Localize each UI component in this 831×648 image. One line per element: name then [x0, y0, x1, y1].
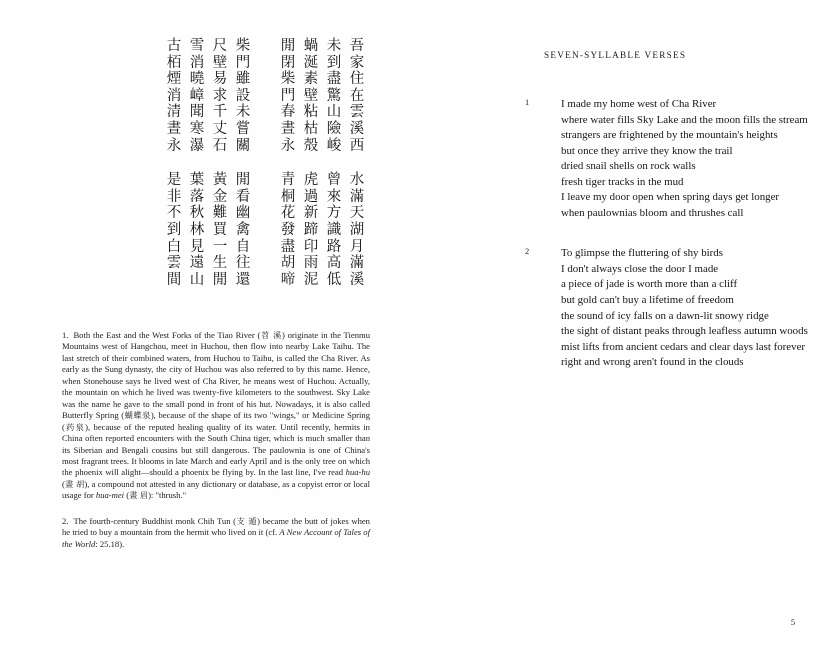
chinese-glyph: 永 — [280, 137, 296, 154]
footnote-hanzi: 支 遁 — [236, 515, 258, 526]
chinese-glyph: 清 — [166, 104, 182, 121]
chinese-glyph: 家 — [349, 54, 365, 71]
chinese-glyph: 設 — [235, 87, 251, 104]
poem-line: fresh tiger tracks in the mud — [561, 175, 684, 188]
chinese-glyph: 消 — [166, 87, 182, 104]
english-poems-block — [525, 97, 825, 396]
footnote-hanzi: 晝 胡 — [64, 478, 85, 489]
chinese-glyph: 桐 — [280, 188, 296, 205]
chinese-glyph: 自 — [235, 238, 251, 255]
chinese-glyph: 閒 — [235, 172, 251, 189]
chinese-stanza — [232, 172, 254, 288]
chinese-glyph: 未 — [326, 38, 342, 54]
poem-line: I leave my door open when spring days get longer — [561, 191, 780, 204]
chinese-glyph: 禽 — [235, 221, 251, 238]
chinese-glyph: 閉 — [280, 54, 296, 71]
chinese-glyph: 險 — [326, 120, 342, 137]
footnote-number: 2. — [62, 515, 69, 526]
chinese-glyph: 金 — [212, 188, 228, 205]
poem-line: I don't always close the door I made — [561, 262, 719, 275]
chinese-glyph: 住 — [349, 71, 365, 88]
footnote-text: ( — [62, 478, 65, 489]
footnote-text: The fourth-century Buddhist monk Chih Tun ( — [73, 515, 237, 526]
chinese-glyph: 壁 — [303, 87, 319, 104]
footnote-hanzi: 蝴蝶泉 — [124, 410, 151, 421]
footnote-text: : 25.18). — [95, 538, 125, 549]
chinese-glyph: 曾 — [326, 172, 342, 189]
chinese-column — [346, 38, 368, 288]
footnote-italic: hua-mei — [95, 490, 125, 501]
chinese-glyph: 胡 — [280, 255, 296, 272]
chinese-stanza — [323, 38, 345, 154]
footnote-italic: hua-hu — [345, 467, 370, 478]
running-head: SEVEN-SYLLABLE VERSES — [544, 50, 687, 60]
chinese-glyph: 門 — [235, 54, 251, 71]
poem-lines — [561, 246, 825, 370]
chinese-glyph: 盡 — [326, 71, 342, 88]
chinese-glyph: 瀑 — [189, 137, 205, 154]
chinese-glyph: 雲 — [349, 104, 365, 121]
poem-line: when paulownias bloom and thrushes call — [561, 206, 744, 219]
chinese-glyph: 粘 — [303, 104, 319, 121]
chinese-column — [186, 38, 208, 288]
chinese-glyph: 虎 — [303, 172, 319, 189]
chinese-stanza — [346, 38, 368, 154]
chinese-poem — [162, 38, 254, 288]
chinese-glyph: 青 — [280, 172, 296, 189]
chinese-stanza — [346, 172, 368, 288]
chinese-stanza — [209, 172, 231, 288]
poem-line: dried snail shells on rock walls — [561, 160, 696, 173]
chinese-column — [209, 38, 231, 288]
chinese-column — [323, 38, 345, 288]
chinese-glyph: 落 — [189, 188, 205, 205]
chinese-glyph: 柴 — [280, 71, 296, 88]
poem-line: but gold can't buy a lifetime of freedom — [561, 294, 734, 307]
chinese-glyph: 非 — [166, 188, 182, 205]
chinese-glyph: 低 — [326, 271, 342, 288]
chinese-glyph: 未 — [235, 104, 251, 121]
chinese-glyph: 永 — [166, 137, 182, 154]
poem-line: right and wrong aren't found in the clouds — [561, 356, 744, 369]
chinese-glyph: 山 — [326, 104, 342, 121]
chinese-glyph: 雖 — [235, 71, 251, 88]
left-page — [0, 0, 415, 648]
footnote-text: ), a compound not attested in any dictionary or database, as a copyist error or local usage for — [62, 478, 370, 501]
english-poem — [525, 97, 825, 221]
poem-number: 1 — [525, 97, 530, 107]
chinese-glyph: 水 — [349, 172, 365, 189]
footnotes-block — [62, 330, 370, 564]
chinese-stanza — [323, 172, 345, 288]
chinese-glyph: 在 — [349, 87, 365, 104]
chinese-glyph: 溪 — [349, 271, 365, 288]
chinese-glyph: 一 — [212, 238, 228, 255]
chinese-column — [163, 38, 185, 288]
footnote-italic: A New Account of Tales of the World — [62, 527, 370, 549]
chinese-glyph: 花 — [280, 205, 296, 222]
footnote-text: ) became the butt of jokes when he tried to buy a mountain from the hermit who lived on it (cf. — [62, 515, 370, 538]
chinese-glyph: 素 — [303, 71, 319, 88]
chinese-column — [300, 38, 322, 288]
footnote-text: ( — [124, 490, 130, 501]
chinese-glyph: 石 — [212, 137, 228, 154]
chinese-glyph: 聞 — [189, 104, 205, 121]
chinese-glyph: 葉 — [189, 172, 205, 189]
chinese-glyph: 古 — [166, 38, 182, 54]
chinese-glyph: 間 — [166, 271, 182, 288]
chinese-glyph: 嘗 — [235, 120, 251, 137]
chinese-glyph: 栢 — [166, 54, 182, 71]
chinese-glyph: 識 — [326, 221, 342, 238]
chinese-glyph: 門 — [280, 87, 296, 104]
chinese-stanza — [163, 172, 185, 288]
chinese-glyph: 雨 — [303, 255, 319, 272]
footnote-hanzi: 晝 眉 — [129, 490, 149, 501]
chinese-glyph: 山 — [189, 271, 205, 288]
chinese-glyph: 涎 — [303, 54, 319, 71]
chinese-glyph: 雪 — [189, 38, 205, 54]
chinese-glyph: 月 — [349, 238, 365, 255]
chinese-glyph: 尺 — [212, 38, 228, 54]
chinese-glyph: 過 — [303, 188, 319, 205]
chinese-glyph: 來 — [326, 188, 342, 205]
chinese-glyph: 天 — [349, 205, 365, 222]
chinese-glyph: 生 — [212, 255, 228, 272]
chinese-glyph: 白 — [166, 238, 182, 255]
chinese-glyph: 是 — [166, 172, 182, 189]
poem-line: mist lifts from ancient cedars and clear days last forever — [561, 340, 806, 353]
chinese-glyph: 方 — [326, 205, 342, 222]
chinese-glyph: 見 — [189, 238, 205, 255]
chinese-glyph: 殼 — [303, 137, 319, 154]
footnote-text: ), because of the reputed healing quality of its water. Until recently, hermits in China often reported encounters with the South China tiger, which is much smaller than its Siberian and Bengali cousins but still dangerous. The paulownia is one of China's most fragrant trees. It blooms in late March and early April and is the only tree on which the phoenix will alight—should a phoenix be flying by. In the last line, I've read — [62, 421, 370, 478]
footnote-text: ), because of the shape of its two "wings," or Medicine Spring ( — [62, 410, 370, 432]
chinese-glyph: 晝 — [280, 120, 296, 137]
chinese-glyph: 寒 — [189, 120, 205, 137]
chinese-stanza — [300, 38, 322, 154]
footnote — [62, 330, 370, 502]
chinese-glyph: 到 — [166, 221, 182, 238]
chinese-glyph: 湖 — [349, 221, 365, 238]
chinese-glyph: 閒 — [212, 271, 228, 288]
chinese-column — [277, 38, 299, 288]
poem-line: I made my home west of Cha River — [561, 98, 717, 110]
chinese-glyph: 買 — [212, 221, 228, 238]
right-page — [415, 0, 831, 648]
footnote — [62, 516, 370, 550]
chinese-glyph: 看 — [235, 188, 251, 205]
chinese-glyph: 印 — [303, 238, 319, 255]
chinese-glyph: 高 — [326, 255, 342, 272]
footnote-text: Both the East and the West Forks of the Tiao River ( — [73, 330, 261, 340]
footnote-number: 1. — [62, 330, 69, 340]
chinese-glyph: 往 — [235, 255, 251, 272]
english-poem — [525, 246, 825, 370]
chinese-glyph: 春 — [280, 104, 296, 121]
poem-line: the sound of icy falls on a dawn-lit snowy ridge — [561, 309, 769, 322]
chinese-stanza — [277, 172, 299, 288]
poem-number: 2 — [525, 246, 530, 256]
footnote-text: ): "thrush." — [148, 490, 187, 501]
poem-line: where water fills Sky Lake and the moon fills the stream — [561, 113, 808, 126]
chinese-glyph: 嶂 — [189, 87, 205, 104]
chinese-glyph: 難 — [212, 205, 228, 222]
chinese-glyph: 不 — [166, 205, 182, 222]
chinese-glyph: 新 — [303, 205, 319, 222]
chinese-glyph: 晝 — [166, 120, 182, 137]
chinese-glyph: 啼 — [280, 271, 296, 288]
chinese-glyph: 還 — [235, 271, 251, 288]
poem-line: To glimpse the fluttering of shy birds — [561, 247, 723, 260]
chinese-glyph: 到 — [326, 54, 342, 71]
chinese-glyph: 雲 — [166, 255, 182, 272]
chinese-poem — [276, 38, 368, 288]
chinese-stanza — [232, 38, 254, 154]
chinese-glyph: 消 — [189, 54, 205, 71]
chinese-glyph: 峻 — [326, 137, 342, 154]
poem-line: a piece of jade is worth more than a cliff — [561, 278, 738, 291]
chinese-glyph: 柴 — [235, 38, 251, 54]
chinese-glyph: 壁 — [212, 54, 228, 71]
chinese-glyph: 求 — [212, 87, 228, 104]
poem-line: the sight of distant peaks through leafless autumn woods — [561, 325, 808, 338]
chinese-stanza — [163, 38, 185, 154]
chinese-stanza — [277, 38, 299, 154]
chinese-poems-block — [78, 38, 368, 313]
poem-line: strangers are frightened by the mountain's heights — [561, 129, 778, 142]
chinese-glyph: 滿 — [349, 255, 365, 272]
footnote-text: ) originate in the Tienmu Mountains west of Hangchou, meet in Huchou, then flow into nearby Lake Taihu. The last stretch of their combined waters, from Huchou to Taihu, is called the Cha River. As early as the Sung dynasty, the city of Huchou was also referred to by this name. Hence, when Stonehouse says he lived west of Cha River, he means west of Huchou. Actually, the mountain on which he lived was twenty-five kilometers to the southwest. Sky Lake was the name he gave to the small pond in front of his hut. Nowadays, it is also called Butterfly Spring ( — [62, 330, 370, 421]
chinese-glyph: 驚 — [326, 87, 342, 104]
chinese-glyph: 泥 — [303, 271, 319, 288]
page-number: 5 — [790, 618, 795, 627]
chinese-glyph: 吾 — [349, 38, 365, 54]
chinese-glyph: 秋 — [189, 205, 205, 222]
chinese-glyph: 滿 — [349, 188, 365, 205]
chinese-glyph: 枯 — [303, 120, 319, 137]
chinese-glyph: 林 — [189, 221, 205, 238]
chinese-glyph: 蝸 — [303, 38, 319, 54]
chinese-stanza — [186, 38, 208, 154]
chinese-glyph: 發 — [280, 221, 296, 238]
chinese-glyph: 閒 — [280, 38, 296, 54]
chinese-glyph: 蹄 — [303, 221, 319, 238]
chinese-glyph: 遠 — [189, 255, 205, 272]
chinese-glyph: 關 — [235, 137, 251, 154]
chinese-glyph: 幽 — [235, 205, 251, 222]
footnote-hanzi: 苕 溪 — [260, 330, 282, 340]
chinese-glyph: 溪 — [349, 120, 365, 137]
footnote-hanzi: 药泉 — [64, 421, 86, 432]
chinese-stanza — [300, 172, 322, 288]
chinese-glyph: 易 — [212, 71, 228, 88]
chinese-glyph: 煙 — [166, 71, 182, 88]
poem-line: but once they arrive they know the trail — [561, 144, 733, 157]
chinese-glyph: 西 — [349, 137, 365, 154]
chinese-glyph: 曉 — [189, 71, 205, 88]
chinese-column — [232, 38, 254, 288]
chinese-glyph: 盡 — [280, 238, 296, 255]
chinese-stanza — [209, 38, 231, 154]
chinese-glyph: 丈 — [212, 120, 228, 137]
chinese-stanza — [186, 172, 208, 288]
chinese-glyph: 路 — [326, 238, 342, 255]
chinese-glyph: 黃 — [212, 172, 228, 189]
chinese-glyph: 千 — [212, 104, 228, 121]
poem-lines — [561, 97, 825, 221]
